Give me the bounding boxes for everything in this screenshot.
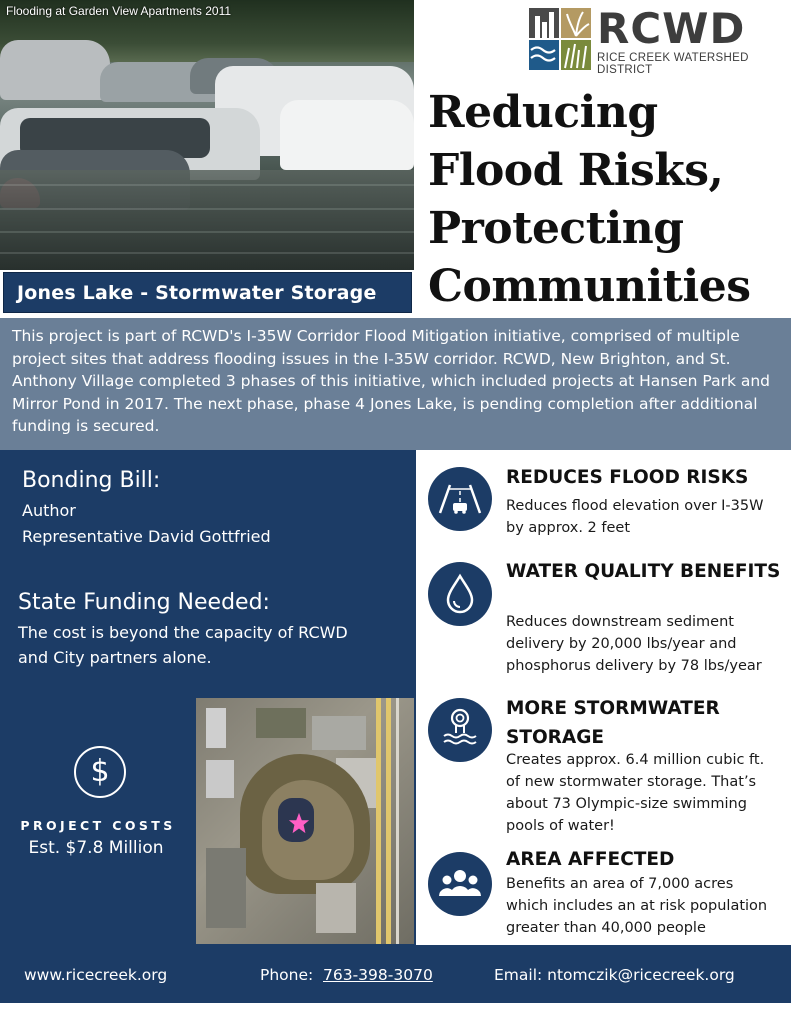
map-highway	[376, 698, 381, 944]
map-building	[206, 760, 234, 798]
water-drop-icon	[428, 562, 492, 626]
intro-text: This project is part of RCWD's I-35W Corridor Flood Mitigation initiative, comprised of multiple project sites that address flooding issues in the I-35W corridor. RCWD, New Brighton, and St. Anthony Village completed 3 phases of this initiative, which included projects at Hansen Park and Mirror Pond in 2017. The next phase, phase 4 Jones Lake, is pending completion after additional funding is secured.	[12, 327, 771, 435]
headline-line: Protecting	[428, 203, 684, 254]
phone-label: Phone:	[260, 966, 314, 984]
water-ripple	[0, 184, 414, 186]
headline-line: Communities	[428, 261, 751, 312]
rcwd-logo-icon	[529, 8, 591, 70]
headline-line: Reducing	[428, 87, 658, 138]
logo-text	[597, 6, 785, 76]
benefit-title: MORE STORMWATER STORAGE	[506, 698, 720, 748]
photo-car	[280, 100, 414, 170]
people-group-icon	[428, 852, 492, 916]
photo-caption: Flooding at Garden View Apartments 2011	[6, 4, 232, 18]
highway-icon-graphic	[428, 467, 492, 531]
dollar-icon: $	[74, 746, 126, 798]
bonding-author-label: Author	[22, 501, 76, 520]
project-costs-label: PROJECT COSTS	[20, 818, 176, 833]
map-building	[316, 883, 356, 933]
star-marker	[288, 812, 310, 834]
project-tag-text: Jones Lake - Stormwater Storage	[17, 282, 377, 304]
water-ripple	[0, 208, 414, 210]
headline-line: Flood Risks,	[428, 145, 724, 196]
benefit-body: Creates approx. 6.4 million cubic ft. of new stormwater storage. That’s about 73 Olympic-size swimming pools of water!	[506, 752, 765, 834]
stormwater-storage-icon-graphic	[428, 698, 492, 762]
water-ripple	[0, 231, 414, 233]
benefit-title: WATER QUALITY BENEFITS	[506, 561, 781, 582]
bonding-author-name: Representative David Gottfried	[22, 527, 271, 546]
map-parking	[206, 848, 246, 928]
footer	[0, 945, 791, 1003]
logo-acronym: RCWD	[597, 4, 746, 53]
water-ripple	[0, 252, 414, 254]
photo-car	[0, 40, 110, 100]
map-building	[206, 708, 226, 748]
headline	[428, 84, 788, 316]
map-road	[396, 698, 399, 944]
project-tag-box	[3, 272, 412, 313]
map-building	[312, 716, 366, 750]
water-drop-icon-graphic	[428, 562, 492, 626]
intro-band	[0, 318, 791, 450]
benefit-body: Reduces flood elevation over I-35W by approx. 2 feet	[506, 498, 764, 536]
logo-full-name: RICE CREEK WATERSHED DISTRICT	[597, 52, 749, 76]
project-tag	[0, 270, 414, 316]
flood-photo	[0, 0, 414, 270]
site-map	[196, 698, 414, 944]
phone-link[interactable]: 763-398-3070	[323, 966, 433, 984]
email-link[interactable]: Email: ntomczik@ricecreek.org	[494, 966, 735, 984]
stormwater-storage-icon	[428, 698, 492, 762]
people-group-icon-graphic	[428, 852, 492, 916]
benefit-body: Reduces downstream sediment delivery by 20,000 lbs/year and phosphorus delivery by 78 lbs/year	[506, 614, 762, 674]
project-costs-value: Est. $7.8 Million	[28, 838, 164, 858]
website-link[interactable]: www.ricecreek.org	[24, 966, 168, 984]
highway-icon	[428, 467, 492, 531]
funding-title: State Funding Needed:	[18, 590, 270, 615]
bonding-bill-title: Bonding Bill:	[22, 468, 161, 493]
map-highway	[386, 698, 391, 944]
funding-body: The cost is beyond the capacity of RCWD and City partners alone.	[18, 623, 348, 667]
benefit-title: AREA AFFECTED	[506, 849, 675, 870]
flood-water	[0, 170, 414, 270]
rcwd-logo	[527, 4, 785, 76]
benefit-title: REDUCES FLOOD RISKS	[506, 467, 749, 488]
benefit-body: Benefits an area of 7,000 acres which includes an at risk population greater than 40,000 people	[506, 876, 768, 936]
map-building	[256, 708, 306, 738]
